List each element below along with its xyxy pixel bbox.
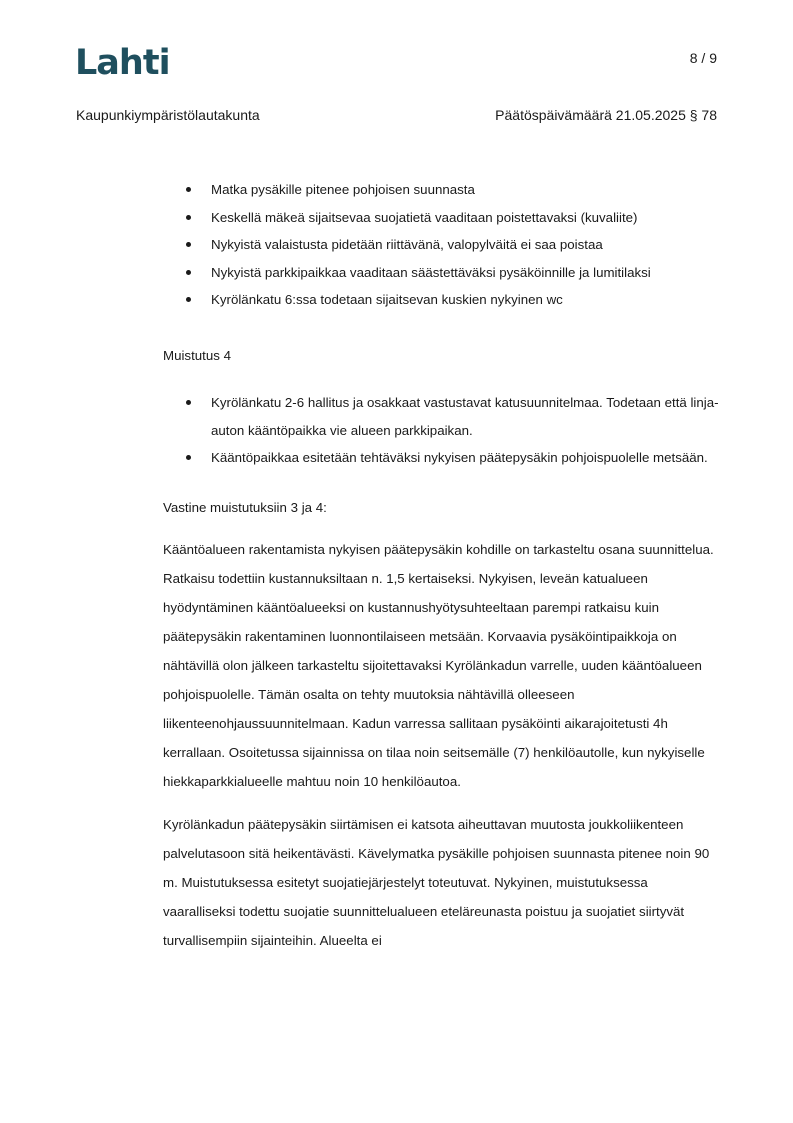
list-item-text: Matka pysäkille pitenee pohjoisen suunnasta [211, 182, 475, 197]
response-paragraph: Kyrölänkadun päätepysäkin siirtämisen ei katsota aiheuttavan muutosta joukkoliikenteen palvelutasoon sitä heikentävästi. Kävelymatka pysäkille pohjoisen suunnasta pitenee noin 90 m. Muistutuksessa esitetyt suojatiejärjestelyt toteutuvat. Nykyinen, muistutuksessa vaaralliseksi todettu suojatie suunnittelualueen eteläreunasta poistuu ja suojatiet siirtyvät turvallisempiin sijainteihin. Alueelta ei [163, 817, 710, 948]
bullet-icon [186, 270, 191, 275]
bullet-icon [186, 215, 191, 220]
list-item-text: Kyrölänkatu 6:ssa todetaan sijaitsevan kuskien nykyinen wc [211, 292, 563, 307]
list-item-text: Kääntöpaikkaa esitetään tehtäväksi nykyisen päätepysäkin pohjoispuolelle metsään. [211, 450, 708, 465]
decision-date: Päätöspäivämäärä 21.05.2025 § 78 [495, 107, 717, 123]
list-item [163, 389, 723, 444]
list-item-text: Nykyistä parkkipaikkaa vaaditaan säästettäväksi pysäköinnille ja lumitilaksi [211, 264, 651, 280]
section-heading-response: Vastine muistutuksiin 3 ja 4: [163, 499, 327, 515]
list-item-text: Kyrölänkatu 2-6 hallitus ja osakkaat vastustavat katusuunnitelmaa. Todetaan että linja-auton kääntöpaikka vie alueen parkkipaikan. [211, 395, 719, 438]
bullet-icon [186, 187, 191, 192]
list-item [163, 176, 723, 204]
committee-name: Kaupunkiympäristölautakunta [76, 107, 260, 123]
list-item [163, 204, 723, 232]
list-item [163, 231, 723, 259]
lahti-logo: Lahti [75, 43, 170, 83]
bullet-icon [186, 242, 191, 247]
page-number: 8 / 9 [689, 50, 717, 66]
response-paragraph: Kääntöalueen rakentamista nykyisen päätepysäkin kohdille on tarkasteltu osana suunnittelua. Ratkaisu todettiin kustannuksiltaan n. 1,5 kertaiseksi. Nykyisen, leveän katualueen hyödyntäminen kääntöalueeksi on kustannushyötysuhteeltaan parempi ratkaisu kuin päätepysäkin rakentaminen luonnontilaiseen metsään. Korvaavia pysäköintipaikkoja on nähtävillä olon jälkeen tarkasteltu sijoitettavaksi Kyrölänkadun varrelle, uuden kääntöalueen pohjoispuolelle. Tämän osalta on tehty muutoksia nähtävillä olleeseen liikenteenohjaussuunnitelmaan. Kadun varressa sallitaan pysäköinti aikarajoitetusti 4h kerrallaan. Osoitetussa sijainnissa on tilaa noin seitsemälle (7) henkilöautolle, kun nykyiselle hiekkaparkkialueelle mahtuu noin 10 henkilöautoa. [163, 542, 714, 789]
objection-3-list [163, 176, 723, 314]
bullet-icon [186, 297, 191, 302]
list-item [163, 444, 723, 472]
list-item [163, 259, 723, 287]
objection-4-list [163, 389, 723, 472]
bullet-icon [186, 455, 191, 460]
list-item [163, 286, 723, 314]
bullet-icon [186, 400, 191, 405]
section-heading-muistutus-4: Muistutus 4 [163, 347, 231, 363]
document-body [163, 176, 723, 955]
list-item-text: Keskellä mäkeä sijaitsevaa suojatietä vaaditaan poistettavaksi (kuvaliite) [211, 209, 638, 225]
list-item-text: Nykyistä valaistusta pidetään riittävänä, valopylväitä ei saa poistaa [211, 237, 603, 252]
